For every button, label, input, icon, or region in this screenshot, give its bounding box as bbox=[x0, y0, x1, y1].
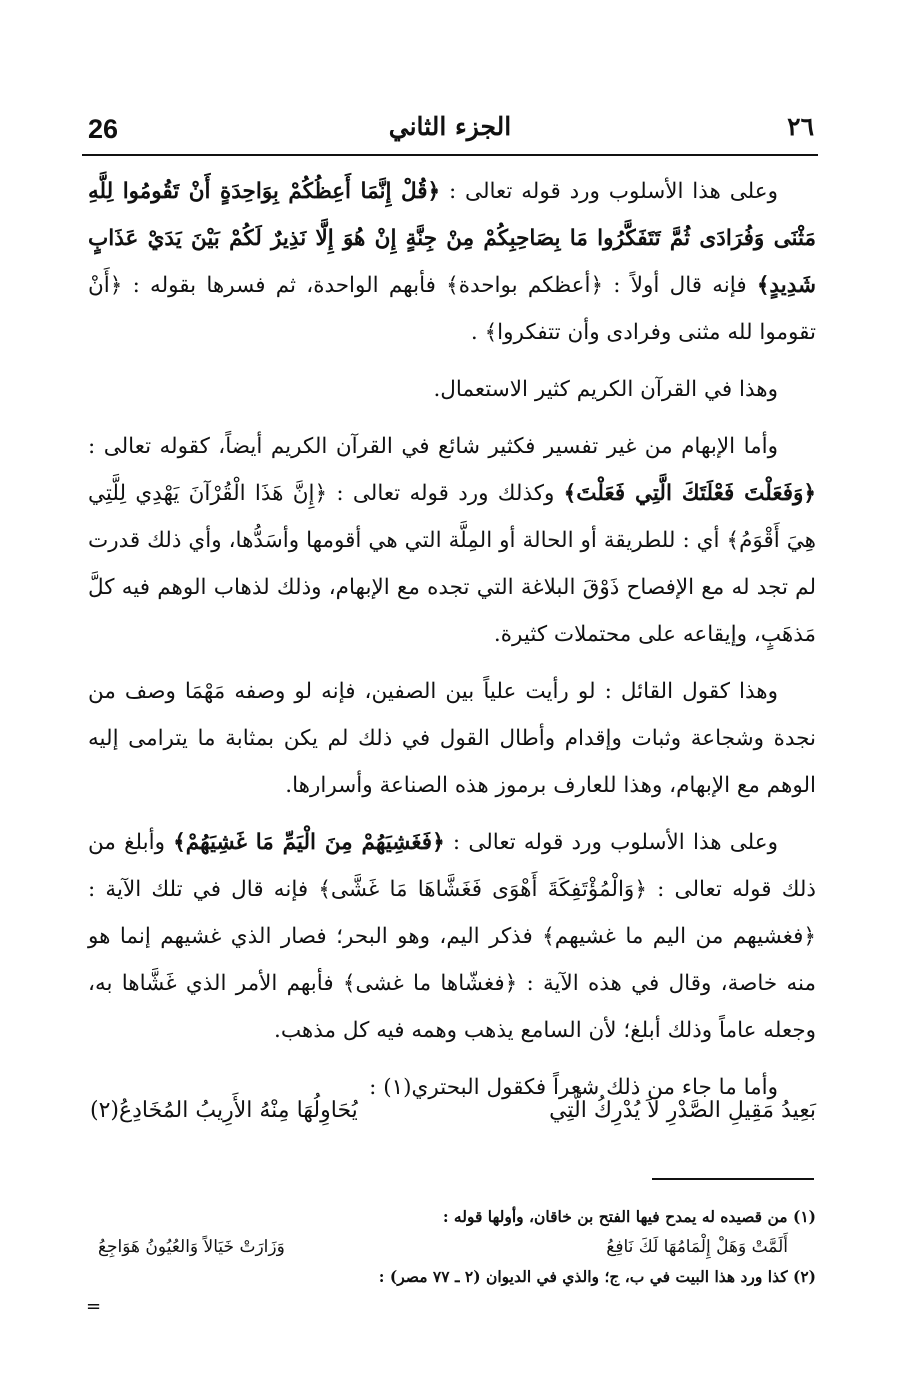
paragraph-3: وأما الإبهام من غير تفسير فكثير شائع في القرآن الكريم أيضاً، كقوله تعالى : ﴿وَفَعَلْتَ فَعْلَتَكَ الَّتِي فَعَلْتَ﴾ وكذلك ورد قوله تعالى : ﴿إِنَّ هَذَا الْقُرْآنَ يَهْدِي لِلَّتِي هِيَ أَقْوَمُ﴾ أي : للطريقة أو الحالة أو المِلَّة التي هي أقومها وأسَدُّها، وأي ذلك قدرت لم تجد له مع الإفصاح ذَوْقَ البلاغة التي تجده مع الإبهام، وذلك لذهاب الوهم فيه كلَّ مَذهَبٍ، وإيقاعه على محتملات كثيرة. bbox=[88, 434, 816, 647]
footnote-verse-second: وَزَارَتْ خَيَالاً وَالعُيُونُ هَوَاجِعُ bbox=[98, 1237, 285, 1257]
footnote-1: (١) من قصيده له يمدح فيها الفتح بن خاقان، وأولها قوله : bbox=[442, 1207, 816, 1226]
quran-quote: ﴿قُلْ إِنَّمَا أَعِظُكُمْ بِوَاحِدَةٍ أَنْ تَقُومُوا لِلَّهِ مَثْنَى وَفُرَادَى ثُمَّ تَتَفَكَّرُوا مَا بِصَاحِبِكُمْ مِنْ جِنَّةٍ إِنْ هُوَ إِلَّا نَذِيرٌ لَكُمْ بَيْنَ يَدَيْ عَذَابٍ شَدِيدٍ﴾ bbox=[88, 179, 816, 298]
page-number-latin: 26 bbox=[88, 114, 119, 144]
footnotes bbox=[88, 1202, 816, 1292]
paragraph-5: وعلى هذا الأسلوب ورد قوله تعالى : ﴿فَغَشِيَهُمْ مِنَ الْيَمِّ مَا غَشِيَهُمْ﴾ وأبلغ من ذلك قوله تعالى : ﴿وَالْمُؤْتَفِكَةَ أَهْوَى فَغَشَّاهَا مَا غَشَّى﴾ فإنه قال في تلك الآية : ﴿فغشيهم من اليم ما غشيهم﴾ فذكر اليم، وهو البحر؛ فصار الذي غشيهم إنما هو منه خاصة، وقال في هذه الآية : ﴿فغشّاها ما غشى﴾ فأبهم الأمر الذي غَشَّاها به، وجعله عاماً وذلك أبلغ؛ لأن السامع يذهب وهمه فيه كل مذهب. bbox=[88, 830, 816, 1043]
quran-quote: ﴿فَغَشِيَهُمْ مِنَ الْيَمِّ مَا غَشِيَهُمْ﴾ bbox=[173, 830, 445, 855]
paragraph-1: وعلى هذا الأسلوب ورد قوله تعالى : ﴿قُلْ إِنَّمَا أَعِظُكُمْ بِوَاحِدَةٍ أَنْ تَقُومُوا لِلَّهِ مَثْنَى وَفُرَادَى ثُمَّ تَتَفَكَّرُوا مَا بِصَاحِبِكُمْ مِنْ جِنَّةٍ إِنْ هُوَ إِلَّا نَذِيرٌ لَكُمْ بَيْنَ يَدَيْ عَذَابٍ شَدِيدٍ﴾ فإنه قال أولاً : ﴿أعظكم بواحدة﴾ فأبهم الواحدة، ثم فسرها بقوله : ﴿أَنْ تقوموا لله مثنى وفرادى وأن تتفكروا﴾ . bbox=[88, 179, 816, 345]
header-rule bbox=[82, 154, 818, 156]
footnote-1-verse bbox=[88, 1232, 816, 1262]
poetry-verse bbox=[90, 1090, 816, 1130]
footnote-verse-first: أَلَمَّتْ وَهَلْ إِلْمَامُهَا لَكَ نَافِعُ bbox=[606, 1237, 788, 1257]
paragraph-6: وأما ما جاء من ذلك شعراً فكقول البحتري(١) : bbox=[369, 1075, 778, 1100]
page-header bbox=[82, 108, 818, 158]
main-text bbox=[88, 168, 816, 1121]
paragraph-4: وهذا كقول القائل : لو رأيت علياً بين الصفين، فإنه لو وصفه مَهْمَا وصف من نجدة وشجاعة وثبات وإقدام وأطال القول في ذلك لم يكن بمثابة ما يترامى إليه الوهم مع الإبهام، وهذا للعارف برموز هذه الصناعة وأسرارها. bbox=[88, 679, 816, 798]
footnote-2: (٢) كذا ورد هذا البيت في ب، ج؛ والذي في الديوان (٢ ـ ٧٧ مصر) : bbox=[378, 1267, 816, 1286]
quran-quote: ﴿وَفَعَلْتَ فَعْلَتَكَ الَّتِي فَعَلْتَ﴾ bbox=[563, 481, 816, 506]
verse-second-hemistich: يُحَاوِلُهَا مِنْهُ الأَرِيبُ المُخَادِعُ(٢) bbox=[90, 1097, 358, 1123]
verse-first-hemistich: بَعِيدُ مَقِيلِ الصَّدْرِ لاَ يُدْرِكُ الَّتِي bbox=[549, 1097, 816, 1123]
page-number-arabic: ٢٦ bbox=[787, 112, 814, 141]
running-title: الجزء الثاني bbox=[388, 112, 512, 141]
footnote-rule bbox=[652, 1178, 814, 1180]
paragraph-2: وهذا في القرآن الكريم كثير الاستعمال. bbox=[433, 377, 778, 402]
margin-mark: = bbox=[86, 1296, 102, 1317]
